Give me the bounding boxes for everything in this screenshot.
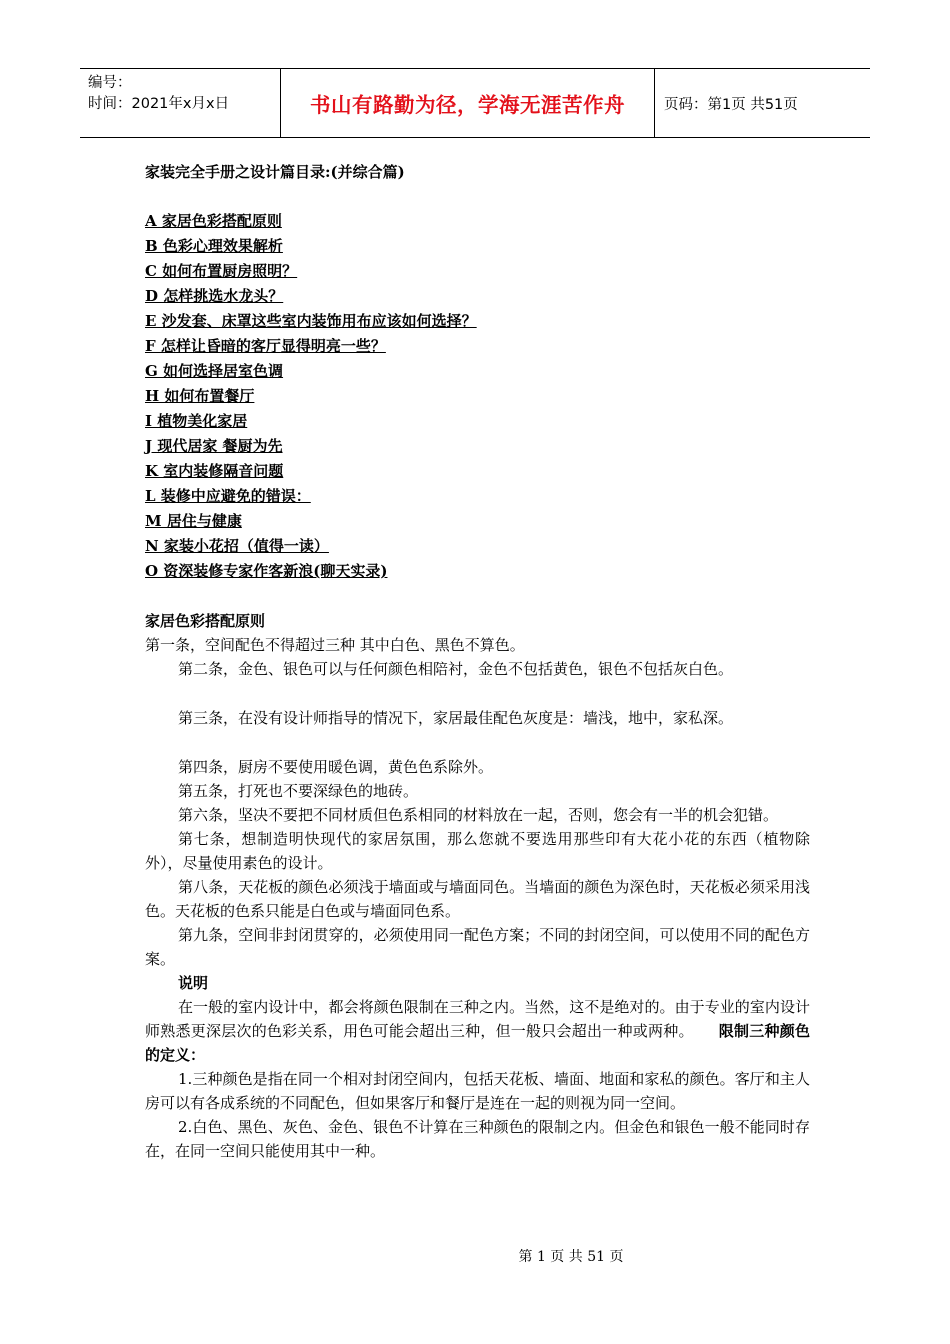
toc-link-h[interactable]: H 如何布置餐厅	[145, 387, 255, 405]
toc-link-f[interactable]: F 怎样让昏暗的客厅显得明亮一些？	[145, 337, 386, 355]
toc-link-b[interactable]: B 色彩心理效果解析	[145, 237, 283, 255]
toc-link-i[interactable]: I 植物美化家居	[145, 412, 248, 430]
rule-3: 第三条，在没有设计师指导的情况下，家居最佳配色灰度是：墙浅，地中，家私深。	[178, 709, 734, 727]
date-label: 时间：2021年x月x日	[88, 96, 230, 112]
definition-2: 2.白色、黑色、灰色、金色、银色不计算在三种颜色的限制之内。但金色和银色一般不能同时存在，在同一空间只能使用其中一种。	[145, 1118, 810, 1160]
rule-8: 第八条，天花板的颜色必须浅于墙面或与墙面同色。当墙面的颜色为深色时，天花板必须采用浅色。天花板的色系只能是白色或与墙面同色系。	[145, 878, 810, 920]
rule-9: 第九条，空间非封闭贯穿的，必须使用同一配色方案；不同的封闭空间，可以使用不同的配色方案。	[145, 926, 810, 968]
rule-2: 第二条，金色、银色可以与任何颜色相陪衬，金色不包括黄色，银色不包括灰白色。	[178, 660, 734, 678]
section-body	[145, 609, 810, 1163]
toc-link-a[interactable]: A 家居色彩搭配原则	[145, 212, 282, 230]
page-footer	[0, 1246, 950, 1266]
toc-link-o[interactable]: O 资深装修专家作客新浪(聊天实录)	[145, 562, 388, 580]
note-text	[145, 995, 810, 1067]
toc-link-c[interactable]: C 如何布置厨房照明？	[145, 262, 298, 280]
toc-link-m[interactable]: M 居住与健康	[145, 512, 242, 530]
toc-link-n[interactable]: N 家装小花招（值得一读）	[145, 537, 329, 555]
toc-link-e[interactable]: E 沙发套、床罩这些室内装饰用布应该如何选择？	[145, 312, 477, 330]
toc-link-g[interactable]: G 如何选择居室色调	[145, 362, 284, 380]
rule-6: 第六条，坚决不要把不同材质但色系相同的材料放在一起，否则，您会有一半的机会犯错。	[178, 806, 779, 824]
rule-1: 第一条，空间配色不得超过三种 其中白色、黑色不算色。	[145, 636, 525, 654]
definition-1: 1.三种颜色是指在同一个相对封闭空间内，包括天花板、墙面、地面和家私的颜色。客厅和主人房可以有各成系统的不同配色，但如果客厅和餐厅是连在一起的则视为同一空间。	[145, 1070, 810, 1112]
toc-list	[145, 210, 477, 585]
toc-link-l[interactable]: L 装修中应避免的错误：	[145, 487, 311, 505]
rule-5: 第五条，打死也不要深绿色的地砖。	[178, 782, 419, 800]
header-table	[80, 68, 870, 138]
rule-7: 第七条，想制造明快现代的家居氛围，那么您就不要选用那些印有大花小花的东西（植物除外），尽量使用素色的设计。	[145, 830, 810, 872]
spacer	[145, 681, 810, 706]
section-title: 家居色彩搭配原则	[145, 612, 266, 630]
note-text-body: 在一般的室内设计中，都会将颜色限制在三种之内。当然，这不是绝对的。由于专业的室内设计师熟悉更深层次的色彩关系，用色可能会超出三种，但一般只会超出一种或两种。	[145, 998, 810, 1040]
footer-page-number: 第 1 页 共 51 页	[518, 1249, 624, 1265]
toc-link-d[interactable]: D 怎样挑选水龙头？	[145, 287, 284, 305]
toc-link-j[interactable]: J 现代居家 餐厨为先	[145, 437, 283, 455]
toc-title: 家装完全手册之设计篇目录:(并综合篇)	[145, 163, 405, 181]
header-page-label: 页码：第1页 共51页	[664, 96, 798, 113]
rule-4: 第四条，厨房不要使用暖色调，黄色色系除外。	[178, 758, 494, 776]
spacer	[145, 730, 810, 755]
header-motto: 书山有路勤为径，学海无涯苦作舟	[281, 69, 655, 137]
note-title: 说明	[178, 974, 209, 992]
definition-title: 限制三种颜色的定义：	[145, 1022, 810, 1064]
number-label: 编号：	[88, 75, 132, 91]
header-left-cell	[80, 69, 281, 137]
toc-link-k[interactable]: K 室内装修隔音问题	[145, 462, 284, 480]
